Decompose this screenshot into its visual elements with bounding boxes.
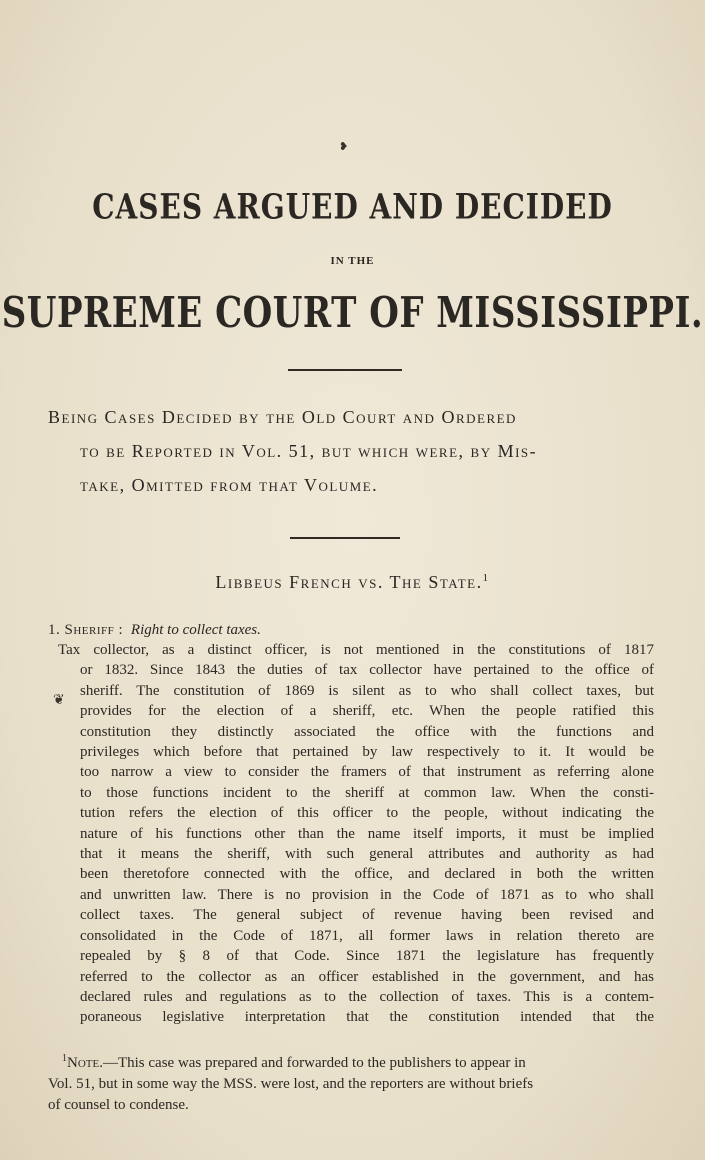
printer-mark: ❥: [339, 141, 349, 153]
body-line: Tax collector, as a distinct officer, is not mentioned in the constitutions of 1817: [58, 642, 654, 658]
case-title: [0, 572, 705, 593]
body-line: nature of his functions other than the name itself imports, it must be implied: [80, 825, 654, 842]
body-line: sheriff. The constitution of 1869 is silent as to who shall collect taxes, but: [80, 682, 654, 699]
headnote-body: [58, 640, 654, 1028]
body-line: privileges which before that pertained by law respectively to it. It would be: [80, 744, 654, 761]
footnote-marker: 1: [62, 1053, 67, 1064]
subtitle-line: to be Reported in Vol. 51, but which were, by Mis-: [80, 441, 538, 461]
footnote-line: Vol. 51, but in some way the MSS. were lost, and the reporters are without briefs: [48, 1076, 534, 1092]
body-line: and unwritten law. There is no provision in the Code of 1871 as to who shall: [80, 886, 654, 903]
body-line: that it means the sheriff, with such general attributes and authority as had: [80, 846, 654, 863]
headnote-topic: Right to collect taxes.: [130, 622, 261, 638]
body-line: tution refers the election of this officer to the people, without indicating the: [80, 805, 654, 822]
body-line: declared rules and regulations as to the collection of taxes. This is a contem-: [80, 988, 654, 1005]
footnote-text: —This case was prepared and forwarded to the publishers to appear in: [102, 1055, 526, 1071]
body-line: referred to the collector as an officer established in the government, and has: [80, 968, 654, 985]
body-line: to those functions incident to the sheriff at common law. When the consti-: [80, 784, 654, 801]
body-line: collect taxes. The general subject of revenue having been revised and: [80, 907, 654, 924]
court-heading: SUPREME COURT OF MISSISSIPPI.: [1, 288, 704, 338]
body-line: repealed by § 8 of that Code. Since 1871 the legislature has frequently: [80, 948, 654, 965]
body-line: constitution they distinctly associated the office with the functions and: [80, 723, 654, 740]
footnote-line: of counsel to condense.: [48, 1097, 189, 1113]
subtitle-line: take, Omitted from that Volume.: [80, 475, 379, 495]
divider-rule: [290, 537, 400, 539]
heading-connector: IN THE: [330, 255, 375, 267]
footnote: [48, 1048, 656, 1116]
footnote-label: Note.: [67, 1055, 103, 1071]
headnote-point: [48, 622, 261, 639]
body-line: or 1832. Since 1843 the duties of tax collector have pertained to the office of: [80, 662, 654, 679]
case-name: Libbeus French vs. The State.: [215, 572, 483, 592]
body-line: been theretofore connected with the office, and declared in both the written: [80, 866, 654, 883]
divider-rule: [288, 369, 402, 371]
body-line: poraneous legislative interpretation that the constitution intended that the: [80, 1009, 654, 1026]
thumbprint-smudge: ❦: [53, 693, 65, 708]
subtitle: [48, 400, 654, 502]
body-line: too narrow a view to consider the framers of that instrument as referring alone: [80, 764, 654, 781]
headnote-label: 1. Sheriff :: [48, 622, 124, 638]
subtitle-line: Being Cases Decided by the Old Court and Ordered: [48, 407, 517, 427]
footnote-line: [48, 1048, 656, 1074]
body-line: provides for the election of a sheriff, etc. When the people ratified this: [80, 703, 654, 720]
body-line: consolidated in the Code of 1871, all former laws in relation thereto are: [80, 927, 654, 944]
main-heading: CASES ARGUED AND DECIDED: [92, 185, 613, 228]
footnote-reference: 1: [482, 572, 490, 584]
